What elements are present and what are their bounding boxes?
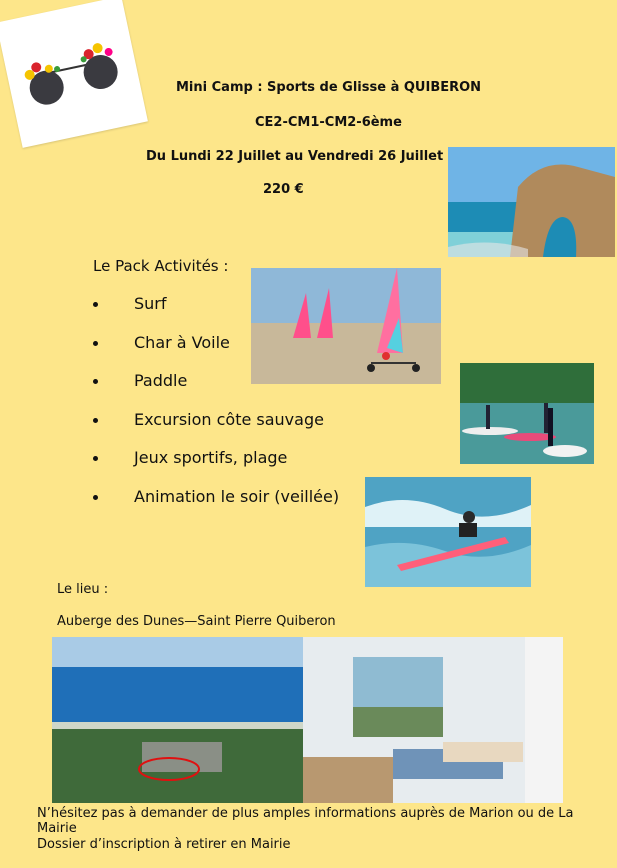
footer-dossier: Dossier d’inscription à retirer en Mairie [37,837,291,852]
list-item: Char à Voile [134,332,339,371]
camp-title: Mini Camp : Sports de Glisse à QUIBERON [176,80,482,95]
sunglasses-sticker [0,0,148,148]
pack-title: Le Pack Activités : [93,257,229,275]
list-item: Animation le soir (veillée) [134,486,339,525]
photo-aerial-auberge [52,637,303,803]
bullet-icon [93,302,98,307]
lieu-label: Le lieu : [57,582,109,597]
bullet-icon [93,456,98,461]
bullet-icon [93,495,98,500]
list-item: Excursion côte sauvage [134,409,339,448]
photo-room [303,637,563,803]
bullet-icon [93,418,98,423]
camp-dates: Du Lundi 22 Juillet au Vendredi 26 Juillet [146,149,444,164]
list-item: Jeux sportifs, plage [134,447,339,486]
bullet-icon [93,379,98,384]
camp-levels: CE2-CM1-CM2-6ème [255,115,402,130]
camp-price: 220 € [263,182,304,197]
bullet-icon [93,341,98,346]
sunglasses-icon [0,0,148,148]
photo-surf [365,477,531,587]
lieu-name: Auberge des Dunes—Saint Pierre Quiberon [57,614,336,629]
photo-land-sailing [251,268,441,384]
list-item: Paddle [134,370,339,409]
photo-arch-coast [448,147,615,257]
list-item: Surf [134,293,339,332]
photo-paddle [460,363,594,464]
footer-info: N’hésitez pas à demander de plus amples informations auprès de Marion ou de La Mairie [37,806,574,836]
